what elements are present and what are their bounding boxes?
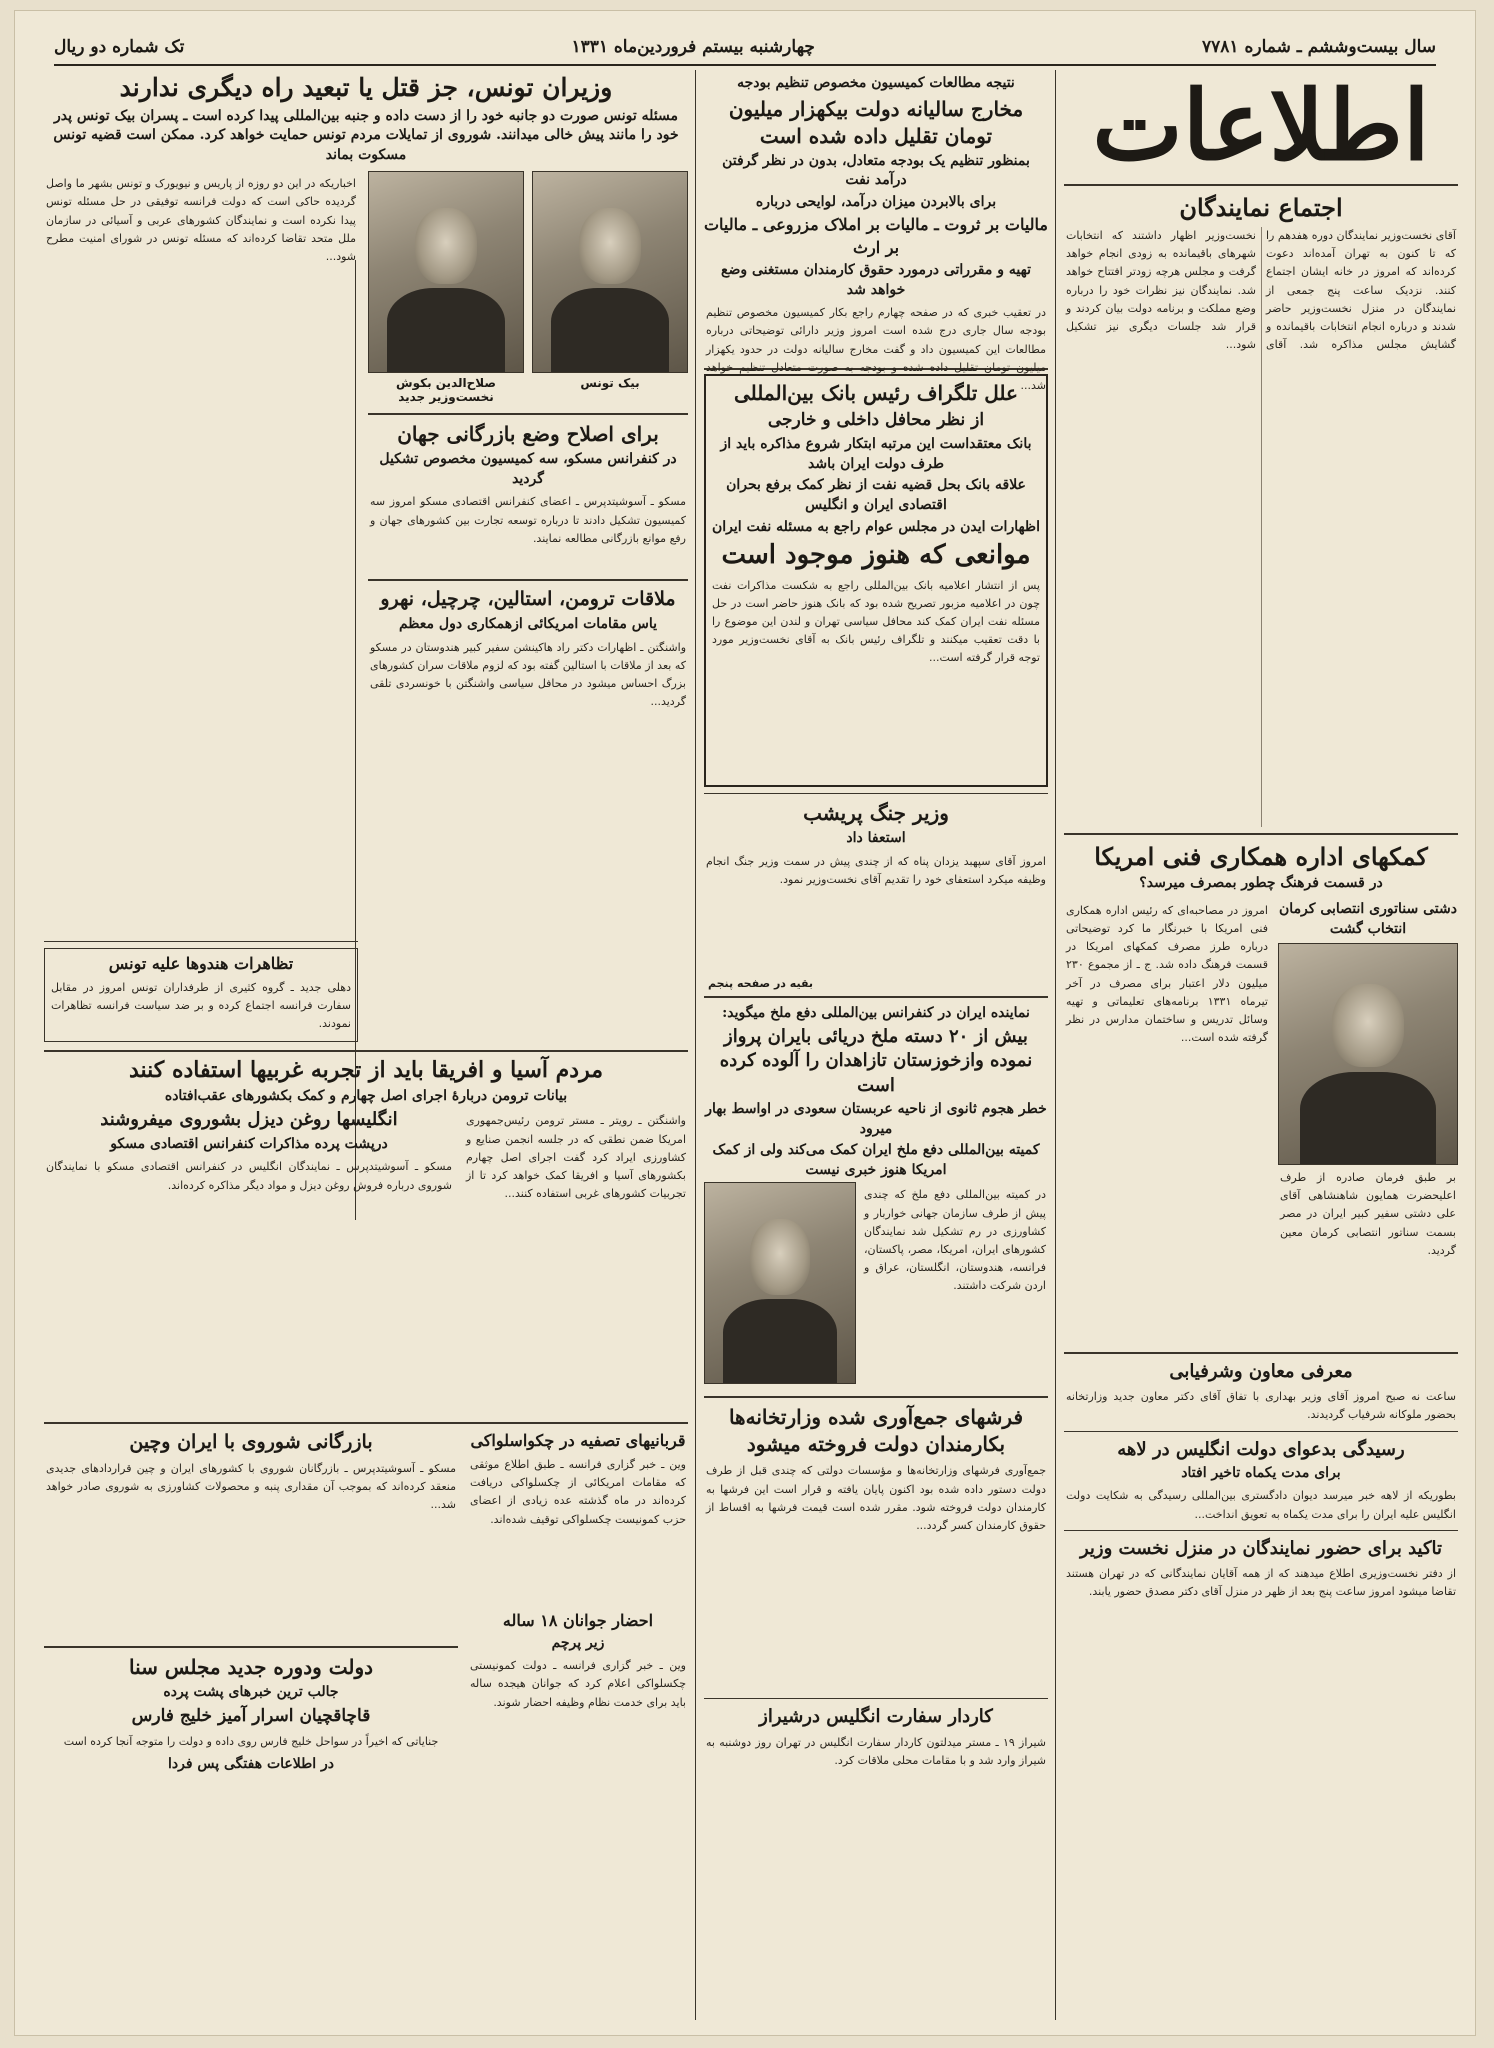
youth-subhead: زیر پرچم — [551, 1634, 605, 1651]
shiraz-headline: کاردار سفارت انگلیس درشیراز — [759, 1706, 993, 1728]
delegate-portrait — [704, 1182, 856, 1384]
senate-article: جنایاتی که اخیراً در سواحل خلیج فارس روی داده و دولت را متوجه آنجا کرده است — [63, 1734, 439, 1748]
right-column — [1064, 69, 1458, 2022]
senate-headline: دولت ودوره جدید مجلس سنا — [128, 1655, 374, 1680]
hague-subhead: برای مدت یکماه تاخیر افتاد — [1181, 1464, 1341, 1481]
left-column — [44, 72, 688, 2022]
senate-note: در اطلاعات هفتگی پس فردا — [167, 1755, 335, 1772]
senate-subhead-1: جالب ترین خبرهای پشت پرده — [163, 1684, 339, 1701]
asia-africa-headline: مردم آسیا و افریقا باید از تجربه غربیها استفاده کنند — [128, 1057, 603, 1084]
budget-headline: مخارج سالیانه دولت بیکهزار میلیون تومان تقلیل داده شده است — [728, 96, 1024, 148]
photo-caption-bey: بیک تونس — [580, 376, 640, 391]
locust-subhead-1: خطر هجوم ثانوی از ناحیه عربستان سعودی در اواسط بهار میرود — [705, 1100, 1047, 1137]
senate-subhead-2: قاچاقچیان اسرار آمیز خلیج فارس — [131, 1705, 371, 1726]
truman-headline: ملاقات ترومن، استالین، چرچیل، نهرو — [380, 588, 676, 611]
pm-meeting-headline: تاکید برای حضور نمایندگان در منزل نخست وزیر — [1079, 1537, 1443, 1559]
deputy-headline: معرفی معاون وشرفیابی — [1169, 1360, 1353, 1382]
hindu-headline: تظاهرات هندوها علیه تونس — [108, 954, 294, 974]
hindu-article: دهلی جدید ـ گروه کثیری از طرفداران تونس امروز در مقابل سفارت فرانسه اجتماع کرده و بر ضد سیاست فرانسه تظاهرات نمودند. — [51, 980, 351, 1031]
tech-aid-headline: کمکهای اداره همکاری فنی امریکا — [1094, 842, 1428, 872]
middle-right-column — [704, 72, 1048, 2022]
photo-caption-pm: صلاح‌الدین بکوش نخست‌وزیر جدید — [396, 376, 496, 405]
youth-headline: احضار جوانان ۱۸ ساله — [502, 1611, 654, 1631]
tunis-article: اخباریکه در این دو روزه از پاریس و نیویورک و تونس بشهر ما واصل گردیده حاکی است که دولت فرانسه توفیقی در حل مسئله تونس پیدا نکرده است و نمایندگان کشورهای عربی و آسیائی در سازمان ملل متحد تقاضا کرده‌اند که مسئله تونس در شورای امنیت مطرح شود... — [46, 177, 356, 263]
newspaper-page — [14, 10, 1476, 2036]
bey-of-tunis-portrait — [532, 171, 688, 373]
budget-article: در تعقیب خبری که در صفحه چهارم راجع بکار کمیسیون مخصوص تنظیم بودجه سال جاری درج شده است امروز وزیر دارائی توضیحاتی درباره مطالعات این کمیسیون داد و گفت مخارج سالیانه دولت در حدود یکهزار میلیون تومان تقلیل داده شده و بودجه به صورت متعادل تنظیم خواهد شد... — [706, 306, 1046, 392]
youth-article: وین ـ خبر گزاری فرانسه ـ دولت کمونیستی چکسلواکی اعلام کرد که جوانان هیجده ساله باید برای خدمت نظام وظیفه احضار شوند. — [470, 1659, 686, 1709]
senator-portrait — [1278, 943, 1458, 1165]
continued-note: بقیه در صفحه پنجم — [708, 976, 813, 990]
carpets-article: جمع‌آوری فرشهای وزارتخانه‌ها و مؤسسات دولتی که چندی قبل از طرف دولت دستور داده شده بود اکنون پایان یافته و قرار است این فرشها به کارمندان دولت فروخته شود. مقرر شده است قیمت فرشها به اقساط از حقوق کارمندان کسر گردد... — [706, 1464, 1046, 1532]
asia-africa-subhead: بیانات ترومن دربارهٔ اجرای اصل چهارم و کمک بکشورهای عقب‌افتاده — [164, 1087, 568, 1104]
bank-headline: علل تلگراف رئیس بانک بین‌المللی — [734, 381, 1018, 406]
soviet-trade-headline: بازرگانی شوروی با ایران وچین — [129, 1431, 373, 1454]
tunis-pm-portrait — [368, 171, 524, 373]
tunis-headline: وزیران تونس، جز قتل یا تبعید راه دیگری ندارند — [119, 73, 613, 102]
trade-article: مسکو ـ آسوشیتدپرس ـ اعضای کنفرانس اقتصادی مسکو امروز سه کمیسیون تشکیل دادند تا درباره توسعه تجارت بین کشورهای جهان و رفع موانع بازرگانی مطالعه نمایند. — [370, 495, 686, 545]
masthead-logo: اطلاعات — [1092, 69, 1430, 182]
issue-date: چهارشنبه بیستم فروردین‌ماه ۱۳۳۱ — [571, 37, 815, 57]
deputy-article: ساعت نه صبح امروز آقای وزیر بهداری با تفاق آقای دکتر معاون جدید وزارتخانه بحضور ملوکانه شرفیاب گردیدند. — [1066, 1390, 1456, 1422]
pm-meeting-article: از دفتر نخست‌وزیری اطلاع میدهند که از همه آقایان نمایندگانی که در تهران هستند تقاضا میشود امروز ساعت پنج بعد از ظهر در منزل آقای دکتر مصدق حضور یابند. — [1066, 1567, 1456, 1599]
hague-article: بطوریکه از لاهه خبر میرسد دیوان دادگستری بین‌المللی رسیدگی به شکایت دولت انگلیس علیه ایران را برای مدت یکماه به تعویق انداخت... — [1066, 1489, 1456, 1521]
diesel-headline: انگلیسها روغن دیزل بشوروی میفروشند — [100, 1109, 398, 1131]
war-minister-headline: وزیر جنگ پریشب — [803, 800, 949, 825]
trade-headline: برای اصلاح وضع بازرگانی جهان — [397, 422, 659, 447]
bank-subhead-3: علاقه بانک بحل قضیه نفت از نظر کمک برفع بحران اقتصادی ایران و انگلیس — [726, 477, 1026, 513]
carpets-headline: فرشهای جمع‌آوری شده وزارتخانه‌ها بکارمندان دولت فروخته میشود — [728, 1405, 1024, 1457]
issue-price: تک شماره دو ریال — [54, 37, 185, 57]
asia-africa-article: واشنگتن ـ رویتر ـ مستر ترومن رئیس‌جمهوری امریکا ضمن نطقی که در جلسه انجمن صنایع و کشاورزی ایراد کرد گفت اجرای اصل چهارم بکشورهای آسیا و افریقا کمک خواهد کرد تا از تجربیات کشورهای غربی استفاده کنند... — [466, 1114, 686, 1201]
meeting-article: آقای نخست‌وزیر نمایندگان دوره هفدهم را که تا کنون به تهران آمده‌اند دعوت کرده‌اند که امروز در خانه ایشان اجتماع کنند. نزدیک ساعت پنج جمعی از نمایندگان در منزل نخست‌وزیر حاضر شدند و درباره انجام انتخابات باقیمانده و گشایش مجلس مذاکره شد. آقای نخست‌وزیر اظهار داشتند که انتخابات شهرهای باقیمانده به زودی انجام خواهد گرفت و مجلس هرچه زودتر افتتاح خواهد شد. نمایندگان نیز نظرات خود را درباره وضع مملکت و برنامه دولت بیان کردند و قرار شد جلسات دیگری نیز تشکیل شود... — [1066, 229, 1456, 352]
hague-headline: رسیدگی بدعوای دولت انگلیس در لاهه — [1117, 1438, 1405, 1460]
shiraz-article: شیراز ۱۹ ـ مستر میدلتون کاردار سفارت انگلیس در تهران روز دوشنبه به شیراز وارد شد و با مقامات محلی ملاقات کرد. — [706, 1735, 1046, 1767]
eden-headline: موانعی که هنوز موجود است — [721, 540, 1031, 571]
tech-aid-article: امروز در مصاحبه‌ای که رئیس اداره همکاری فنی امریکا با خبرنگار ما کرد توضیحاتی درباره طرز مصرف کمکهای امریکا در قسمت فرهنگ داده شد. ج ـ از مجموع ۲۳۰ میلیون دلار اعتبار برای مصرف در آخر تیرماه ۱۳۳۱ برنامه‌های تعلیماتی و تهیه وسائل تدریس و ساختمان مدارس در نظر گرفته شده است... — [1066, 903, 1268, 1044]
budget-subhead-3: مالیات بر ثروت ـ مالیات بر املاک مزروعی ـ مالیات بر ارث — [703, 215, 1048, 257]
czech-headline: قربانیهای تصفیه در چکواسلواکی — [470, 1431, 686, 1451]
tech-aid-subhead: در قسمت فرهنگ چطور بمصرف میرسد؟ — [1139, 875, 1383, 892]
senator-heading: دشتی سناتوری انتصابی کرمان انتخاب گشت — [1279, 900, 1457, 937]
meeting-headline: اجتماع نمایندگان — [1179, 193, 1343, 222]
truman-subhead: یاس مقامات امریکائی ازهمکاری دول معظم — [398, 616, 658, 633]
budget-subhead-2: برای بالابردن میزان درآمد، لوایحی درباره — [755, 193, 997, 210]
budget-subhead-4: تهیه و مقرراتی درمورد حقوق کارمندان مستغنی وضع خواهد شد — [721, 262, 1031, 298]
war-minister-subhead: استعفا داد — [846, 829, 906, 846]
trade-subhead: در کنفرانس مسکو، سه کمیسیون مخصوص تشکیل گردید — [379, 451, 677, 487]
issue-number: سال بیست‌وششم ـ شماره ۷۷۸۱ — [1202, 37, 1436, 57]
bank-article: پس از انتشار اعلامیه بانک بین‌المللی راجع به شکست مذاکرات نفت چون در اعلامیه مزبور تصریح شده بود که بانک هنوز حاضر است در حل مسئله نفت ایران کمک کند محافل سیاسی تهران و لندن این موضوع را با دقت تعقیب میکنند و تلگراف رئیس بانک به آقای نخست‌وزیر مورد توجه قرار گرفته است... — [712, 578, 1040, 665]
tunis-subhead: مسئله تونس صورت دو جانبه خود را از دست داده و جنبه بین‌المللی پیدا کرده است ـ پسران بیک تونس پدر خود را مانند پیش خالی میدانند. شوروی از تمایلات مردم تونس حمایت خواهد کرد. ممکن است قضیه تونس مسکوت بماند — [53, 107, 679, 163]
issue-info-bar — [54, 30, 1436, 66]
soviet-trade-article: مسکو ـ آسوشیتدپرس ـ بازرگانان شوروی با کشورهای ایران و چین قراردادهای جدیدی منعقد کرده‌اند که بموجب آن مقداری پنبه و محصولات کشاورزی به شوروی صادر خواهد شد... — [46, 1462, 456, 1512]
budget-subhead-1: بمنظور تنظیم یک بودجه متعادل، بدون در نظر گرفتن درآمد نفت — [722, 152, 1030, 189]
war-minister-article: امروز آقای سپهبد یزدان پناه که از چندی پیش در سمت وزیر جنگ انجام وظیفه میکرد استعفای خود را تقدیم آقای نخست‌وزیر نمود. — [706, 854, 1046, 886]
czech-article: وین ـ خبر گزاری فرانسه ـ طبق اطلاع موثقی که مقامات امریکائی از چکسلواکی دریافت کرده‌اند در ماه گذشته عده زیادی از اعضای حزب کمونیست چکسلواکی توقیف شده‌اند. — [470, 1458, 686, 1526]
budget-kicker: نتیجه مطالعات کمیسیون مخصوص تنظیم بودجه — [737, 75, 1015, 91]
locust-article: در کمیته بین‌المللی دفع ملخ که چندی پیش از طرف سازمان جهانی خواربار و کشاورزی در رم تشکیل شد نمایندگان کشورهای ایران، امریکا، مصر، پاکستان، فرانسه، هندوستان، انگلستان، عراق و اردن شرکت داشتند. — [864, 1188, 1046, 1293]
diesel-article: مسکو ـ آسوشیتدپرس ـ نمایندگان انگلیس در کنفرانس اقتصادی مسکو با نمایندگان شوروی درباره فروش روغن دیزل و مواد دیگر مذاکره کرده‌اند. — [46, 1160, 452, 1192]
truman-article: واشنگتن ـ اظهارات دکتر راد هاکینشن سفیر کبیر هندوستان در مسکو که بعد از ملاقات با استالین گفته بود که لزوم ملاقات سران کشورهای بزرگ احساس میشود در محافل سیاسی واشنگتن با خونسردی تلقی گردید... — [370, 640, 686, 709]
eden-subhead: اظهارات ایدن در مجلس عوام راجع به مسئله نفت ایران — [712, 518, 1040, 535]
diesel-subhead: درپشت پرده مذاکرات کنفرانس اقتصادی مسکو — [110, 1135, 388, 1152]
locust-kicker: نماینده ایران در کنفرانس بین‌المللی دفع ملخ میگوید: — [722, 1004, 1030, 1021]
locust-headline: بیش از ۲۰ دسته ملخ دریائی بایران پرواز نموده وازخوزستان تازاهدان را آلوده کرده است — [719, 1026, 1033, 1096]
locust-subhead-2: کمیته بین‌المللی دفع ملخ ایران کمک می‌کند ولی از کمک امریکا هنوز خبری نیست — [712, 1142, 1040, 1178]
bank-subhead-2: بانک معتقداست این مرتبه ابتکار شروع مذاکره باید از طرف دولت ایران باشد — [720, 436, 1032, 472]
senator-article: بر طبق فرمان صادره از طرف اعلیحضرت همایون شاهنشاهی آقای علی دشتی سفیر کبیر ایران در مصر بسمت سناتور انتصابی کرمان معین گردید. — [1280, 1171, 1456, 1257]
bank-subhead-1: از نظر محافل داخلی و خارجی — [767, 410, 985, 431]
